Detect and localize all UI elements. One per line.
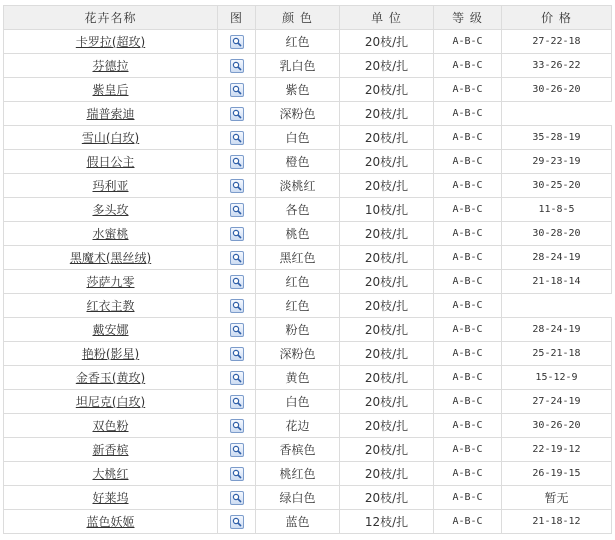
- table-row: [4, 390, 612, 414]
- flower-price-table: [3, 5, 612, 534]
- unit-cell: 20枝/扎: [340, 390, 434, 414]
- magnifier-icon[interactable]: [230, 395, 244, 409]
- magnifier-icon[interactable]: [230, 59, 244, 73]
- flower-name-link[interactable]: 莎萨九零: [86, 275, 135, 289]
- image-cell: [218, 150, 256, 174]
- image-cell: [218, 486, 256, 510]
- image-cell: [218, 198, 256, 222]
- grade-cell: A-B-C: [434, 78, 502, 102]
- grade-cell: A-B-C: [434, 198, 502, 222]
- magnifier-icon[interactable]: [230, 83, 244, 97]
- grade-cell: A-B-C: [434, 30, 502, 54]
- magnifier-icon[interactable]: [230, 371, 244, 385]
- table-row: [4, 198, 612, 222]
- flower-name-link[interactable]: 黑魔术(黑丝绒): [69, 251, 152, 265]
- magnifier-icon[interactable]: [230, 491, 244, 505]
- magnifier-icon[interactable]: [230, 155, 244, 169]
- unit-cell: 10枝/扎: [340, 198, 434, 222]
- flower-name-link[interactable]: 多头玫: [92, 203, 129, 217]
- flower-name-cell: [4, 294, 218, 318]
- flower-name-link[interactable]: 新香槟: [92, 443, 129, 457]
- table-header-row: [4, 6, 612, 30]
- magnifier-icon[interactable]: [230, 323, 244, 337]
- price-cell: 27-22-18: [502, 30, 612, 54]
- color-cell: 紫色: [256, 78, 340, 102]
- table-row: [4, 174, 612, 198]
- unit-cell: 20枝/扎: [340, 30, 434, 54]
- price-cell: 28-24-19: [502, 246, 612, 270]
- price-cell: 29-23-19: [502, 150, 612, 174]
- price-cell: 35-28-19: [502, 126, 612, 150]
- unit-cell: 20枝/扎: [340, 414, 434, 438]
- table-row: [4, 246, 612, 270]
- image-cell: [218, 462, 256, 486]
- grade-cell: A-B-C: [434, 366, 502, 390]
- unit-cell: 20枝/扎: [340, 174, 434, 198]
- unit-cell: 20枝/扎: [340, 150, 434, 174]
- grade-cell: A-B-C: [434, 390, 502, 414]
- color-cell: 红色: [256, 294, 340, 318]
- color-cell: 黑红色: [256, 246, 340, 270]
- unit-cell: 20枝/扎: [340, 246, 434, 270]
- magnifier-icon[interactable]: [230, 275, 244, 289]
- flower-name-cell: [4, 342, 218, 366]
- color-cell: 香槟色: [256, 438, 340, 462]
- color-cell: 红色: [256, 270, 340, 294]
- grade-cell: A-B-C: [434, 222, 502, 246]
- flower-name-cell: [4, 438, 218, 462]
- price-cell: 30-26-20: [502, 414, 612, 438]
- table-row: [4, 126, 612, 150]
- image-cell: [218, 294, 256, 318]
- table-row: [4, 318, 612, 342]
- flower-name-cell: [4, 222, 218, 246]
- image-cell: [218, 126, 256, 150]
- table-row: [4, 462, 612, 486]
- magnifier-icon[interactable]: [230, 131, 244, 145]
- flower-name-link[interactable]: 卡罗拉(超玫): [75, 35, 146, 49]
- flower-name-link[interactable]: 芬德拉: [92, 59, 129, 73]
- flower-name-link[interactable]: 雪山(白玫): [81, 131, 140, 145]
- color-cell: 绿白色: [256, 486, 340, 510]
- image-cell: [218, 318, 256, 342]
- flower-name-cell: [4, 198, 218, 222]
- flower-name-link[interactable]: 金香玉(黄玫): [75, 371, 146, 385]
- flower-name-link[interactable]: 好莱坞: [92, 491, 129, 505]
- price-cell: 21-18-12: [502, 510, 612, 534]
- unit-cell: 20枝/扎: [340, 462, 434, 486]
- magnifier-icon[interactable]: [230, 107, 244, 121]
- header-color: 颜 色: [256, 6, 340, 30]
- header-image: 图: [218, 6, 256, 30]
- table-row: [4, 414, 612, 438]
- unit-cell: 20枝/扎: [340, 294, 434, 318]
- price-cell: 22-19-12: [502, 438, 612, 462]
- image-cell: [218, 270, 256, 294]
- grade-cell: A-B-C: [434, 294, 502, 318]
- color-cell: 淡桃红: [256, 174, 340, 198]
- color-cell: 白色: [256, 126, 340, 150]
- image-cell: [218, 222, 256, 246]
- unit-cell: 20枝/扎: [340, 54, 434, 78]
- price-cell: 28-24-19: [502, 318, 612, 342]
- flower-name-cell: [4, 366, 218, 390]
- color-cell: 桃色: [256, 222, 340, 246]
- magnifier-icon[interactable]: [230, 35, 244, 49]
- flower-name-cell: [4, 462, 218, 486]
- image-cell: [218, 414, 256, 438]
- grade-cell: A-B-C: [434, 246, 502, 270]
- magnifier-icon[interactable]: [230, 347, 244, 361]
- magnifier-icon[interactable]: [230, 419, 244, 433]
- unit-cell: 20枝/扎: [340, 366, 434, 390]
- grade-cell: A-B-C: [434, 318, 502, 342]
- grade-cell: A-B-C: [434, 342, 502, 366]
- price-cell: 11-8-5: [502, 198, 612, 222]
- table-row: [4, 150, 612, 174]
- color-cell: 乳白色: [256, 54, 340, 78]
- header-grade: 等 级: [434, 6, 502, 30]
- price-cell: [502, 102, 612, 126]
- table-row: [4, 486, 612, 510]
- table-row: [4, 30, 612, 54]
- flower-name-link[interactable]: 玛利亚: [92, 179, 129, 193]
- table-row: [4, 270, 612, 294]
- flower-name-cell: [4, 246, 218, 270]
- image-cell: [218, 78, 256, 102]
- flower-name-cell: [4, 102, 218, 126]
- flower-name-link[interactable]: 瑞普索迪: [86, 107, 135, 121]
- flower-name-cell: [4, 126, 218, 150]
- table-row: [4, 342, 612, 366]
- color-cell: 桃红色: [256, 462, 340, 486]
- price-cell: 26-19-15: [502, 462, 612, 486]
- flower-name-link[interactable]: 假日公主: [86, 155, 135, 169]
- table-row: [4, 294, 612, 318]
- unit-cell: 20枝/扎: [340, 126, 434, 150]
- image-cell: [218, 390, 256, 414]
- unit-cell: 12枝/扎: [340, 510, 434, 534]
- header-unit: 单 位: [340, 6, 434, 30]
- magnifier-icon[interactable]: [230, 179, 244, 193]
- flower-name-cell: [4, 510, 218, 534]
- flower-name-link[interactable]: 艳粉(影星): [81, 347, 140, 361]
- unit-cell: 20枝/扎: [340, 270, 434, 294]
- grade-cell: A-B-C: [434, 174, 502, 198]
- color-cell: 粉色: [256, 318, 340, 342]
- flower-name-cell: [4, 30, 218, 54]
- flower-name-link[interactable]: 红衣主教: [86, 299, 135, 313]
- flower-name-link[interactable]: 双色粉: [92, 419, 129, 433]
- price-cell: 30-28-20: [502, 222, 612, 246]
- grade-cell: A-B-C: [434, 126, 502, 150]
- price-cell: 21-18-14: [502, 270, 612, 294]
- flower-name-link[interactable]: 大桃红: [92, 467, 129, 481]
- header-flower-name: 花卉名称: [4, 6, 218, 30]
- grade-cell: A-B-C: [434, 510, 502, 534]
- color-cell: 红色: [256, 30, 340, 54]
- grade-cell: A-B-C: [434, 102, 502, 126]
- grade-cell: A-B-C: [434, 438, 502, 462]
- table-row: [4, 510, 612, 534]
- unit-cell: 20枝/扎: [340, 318, 434, 342]
- flower-name-cell: [4, 174, 218, 198]
- magnifier-icon[interactable]: [230, 203, 244, 217]
- image-cell: [218, 510, 256, 534]
- grade-cell: A-B-C: [434, 462, 502, 486]
- unit-cell: 20枝/扎: [340, 438, 434, 462]
- price-cell: 30-26-20: [502, 78, 612, 102]
- color-cell: 花边: [256, 414, 340, 438]
- grade-cell: A-B-C: [434, 270, 502, 294]
- image-cell: [218, 438, 256, 462]
- table-row: [4, 102, 612, 126]
- magnifier-icon[interactable]: [230, 467, 244, 481]
- flower-name-link[interactable]: 坦尼克(白玫): [75, 395, 146, 409]
- flower-name-cell: [4, 270, 218, 294]
- magnifier-icon[interactable]: [230, 443, 244, 457]
- flower-name-link[interactable]: 戴安娜: [92, 323, 129, 337]
- color-cell: 深粉色: [256, 102, 340, 126]
- magnifier-icon[interactable]: [230, 299, 244, 313]
- flower-name-link[interactable]: 水蜜桃: [92, 227, 129, 241]
- price-cell: 25-21-18: [502, 342, 612, 366]
- image-cell: [218, 54, 256, 78]
- flower-name-cell: [4, 414, 218, 438]
- unit-cell: 20枝/扎: [340, 78, 434, 102]
- grade-cell: A-B-C: [434, 54, 502, 78]
- unit-cell: 20枝/扎: [340, 342, 434, 366]
- table-row: [4, 366, 612, 390]
- image-cell: [218, 30, 256, 54]
- unit-cell: 20枝/扎: [340, 102, 434, 126]
- image-cell: [218, 342, 256, 366]
- price-cell: 27-24-19: [502, 390, 612, 414]
- color-cell: 白色: [256, 390, 340, 414]
- flower-name-cell: [4, 486, 218, 510]
- grade-cell: A-B-C: [434, 414, 502, 438]
- table-row: [4, 54, 612, 78]
- image-cell: [218, 174, 256, 198]
- color-cell: 蓝色: [256, 510, 340, 534]
- magnifier-icon[interactable]: [230, 251, 244, 265]
- grade-cell: A-B-C: [434, 486, 502, 510]
- unit-cell: 20枝/扎: [340, 222, 434, 246]
- color-cell: 橙色: [256, 150, 340, 174]
- image-cell: [218, 366, 256, 390]
- header-price: 价 格: [502, 6, 612, 30]
- flower-name-cell: [4, 54, 218, 78]
- price-cell: [502, 294, 612, 318]
- price-cell: 33-26-22: [502, 54, 612, 78]
- magnifier-icon[interactable]: [230, 515, 244, 529]
- price-cell: 30-25-20: [502, 174, 612, 198]
- image-cell: [218, 246, 256, 270]
- price-cell: 15-12-9: [502, 366, 612, 390]
- flower-name-cell: [4, 390, 218, 414]
- flower-name-link[interactable]: 蓝色妖姬: [86, 515, 135, 529]
- flower-name-cell: [4, 78, 218, 102]
- flower-name-link[interactable]: 紫皇后: [92, 83, 129, 97]
- magnifier-icon[interactable]: [230, 227, 244, 241]
- flower-name-cell: [4, 150, 218, 174]
- table-row: [4, 222, 612, 246]
- color-cell: 深粉色: [256, 342, 340, 366]
- flower-name-cell: [4, 318, 218, 342]
- price-cell: 暂无: [502, 486, 612, 510]
- image-cell: [218, 102, 256, 126]
- grade-cell: A-B-C: [434, 150, 502, 174]
- color-cell: 各色: [256, 198, 340, 222]
- color-cell: 黄色: [256, 366, 340, 390]
- table-row: [4, 78, 612, 102]
- table-row: [4, 438, 612, 462]
- unit-cell: 20枝/扎: [340, 486, 434, 510]
